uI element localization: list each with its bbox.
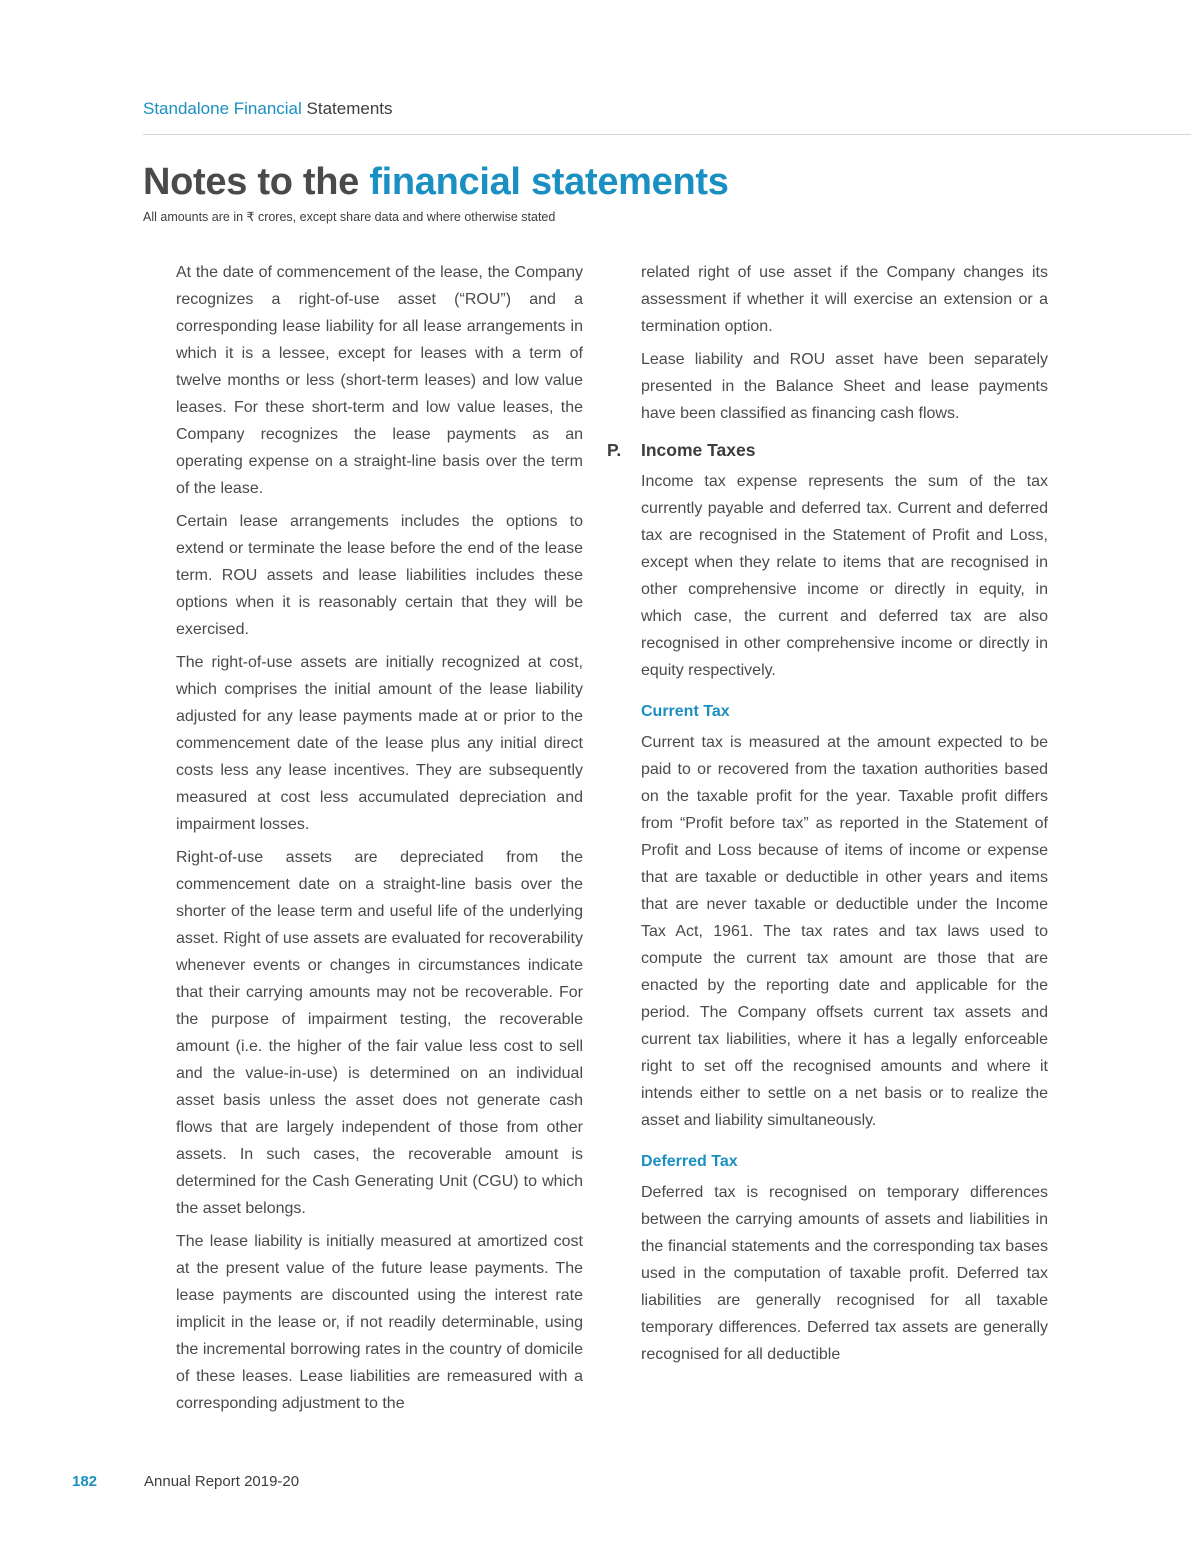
lease-presentation-paragraph: Lease liability and ROU asset have been separately presented in the Balance Sheet and lease payments have been classified as financing cash flows.: [641, 351, 1048, 422]
current-tax-heading: Current Tax: [641, 703, 730, 720]
section-title: Income Taxes: [641, 440, 756, 460]
section-label-rest: Statements: [306, 99, 393, 118]
page-subtitle: All amounts are in ₹ crores, except share data and where otherwise stated: [143, 210, 556, 224]
lease-paragraph-1: At the date of commencement of the lease, the Company recognizes a right-of-use asset (“ROU”) and a corresponding lease liability for all lease arrangements in which it is a lessee, except for leases with a term of twelve months or less (short-term leases) and low value leases. For these short-term and low value leases, the Company recognizes the lease payments as an operating expense on a straight-line basis over the term of the lease.: [176, 264, 583, 497]
lease-paragraph-4: Right-of-use assets are depreciated from the commencement date on a straight-line basis over the shorter of the lease term and useful life of the underlying asset. Right of use assets are evaluated for recoverability whenever events or changes in circumstances indicate that their carrying amounts may not be recoverable. For the purpose of impairment testing, the recoverable amount (i.e. the higher of the fair value less cost to sell and the value-in-use) is determined on an individual asset basis unless the asset does not generate cash flows that are largely independent of those from other assets. In such cases, the recoverable amount is determined for the Cash Generating Unit (CGU) to which the asset belongs.: [176, 849, 583, 1217]
current-tax-paragraph: Current tax is measured at the amount expected to be paid to or recovered from the taxation authorities based on the taxable profit for the year. Taxable profit differs from “Profit before tax” as reported in the Statement of Profit and Loss because of items of income or expense that are taxable or deductible in other years and items that are never taxable or deductible under the Income Tax Act, 1961. The tax rates and tax laws used to compute the current tax amount are those that are enacted by the reporting date and applicable for the period. The Company offsets current tax assets and current tax liabilities, where it has a legally enforceable right to set off the recognised amounts and where it intends either to settle on a net basis or to realize the asset and liability simultaneously.: [641, 734, 1048, 1129]
income-taxes-heading: [607, 437, 1048, 464]
deferred-tax-heading: Deferred Tax: [641, 1153, 738, 1170]
header-divider: [143, 134, 1191, 135]
page-title-accent: financial statements: [369, 161, 729, 203]
right-column: [607, 259, 1048, 1374]
section-label: [143, 98, 393, 120]
income-taxes-paragraph: Income tax expense represents the sum of the tax currently payable and deferred tax. Current and deferred tax are recognised in the Statement of Profit and Loss, except when they relate to items that are recognised in other comprehensive income or directly in equity, in which case, the current and deferred tax are also recognised in other comprehensive income or directly in equity respectively.: [641, 473, 1048, 679]
section-label-accent: Standalone Financial: [143, 99, 302, 118]
report-name: Annual Report 2019-20: [144, 1473, 300, 1490]
page-title-dark: Notes to the: [143, 161, 359, 203]
page-number: 182: [72, 1473, 98, 1490]
section-letter: P.: [607, 440, 622, 460]
page-title: [143, 157, 729, 207]
deferred-tax-paragraph: Deferred tax is recognised on temporary differences between the carrying amounts of assets and liabilities in the financial statements and the corresponding tax bases used in the computation of taxable profit. Deferred tax liabilities are generally recognised for all taxable temporary differences. Deferred tax assets are generally recognised for all deductible: [641, 1184, 1048, 1363]
lease-paragraph-5: The lease liability is initially measured at amortized cost at the present value of the future lease payments. The lease payments are discounted using the interest rate implicit in the lease or, if not readily determinable, using the incremental borrowing rates in the country of domicile of these leases. Lease liabilities are remeasured with a corresponding adjustment to the: [176, 1233, 583, 1412]
lease-paragraph-2: Certain lease arrangements includes the options to extend or terminate the lease before the end of the lease term. ROU assets and lease liabilities includes these options when it is reasonably certain that they will be exercised.: [176, 513, 583, 638]
lease-paragraph-3: The right-of-use assets are initially recognized at cost, which comprises the initial amount of the lease liability adjusted for any lease payments made at or prior to the commencement date of the lease plus any initial direct costs less any lease incentives. They are subsequently measured at cost less accumulated depreciation and impairment losses.: [176, 654, 583, 833]
lease-continuation-paragraph: related right of use asset if the Company changes its assessment if whether it will exercise an extension or a termination option.: [641, 264, 1048, 335]
left-column: [176, 259, 583, 1423]
